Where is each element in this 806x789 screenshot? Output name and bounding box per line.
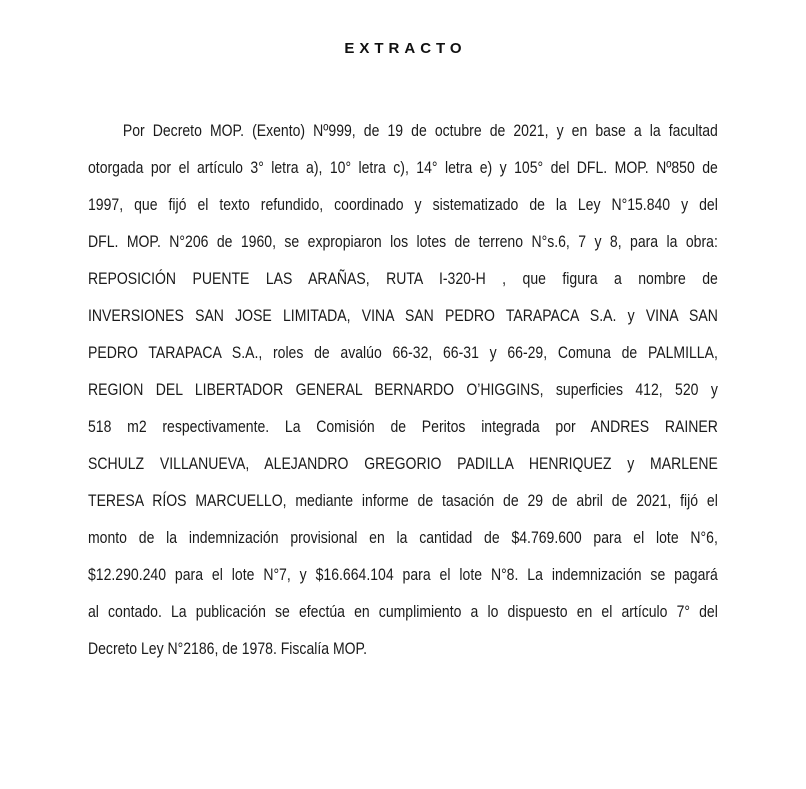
text-line: INVERSIONES SAN JOSE LIMITADA, VINA SAN PEDRO TARAPACA S.A. y VINA SAN — [88, 307, 718, 325]
document-title: EXTRACTO — [344, 40, 467, 57]
text-line: DFL. MOP. N°206 de 1960, se expropiaron los lotes de terreno N°s.6, 7 y 8, para la obra: — [88, 233, 718, 251]
text-line: REGION DEL LIBERTADOR GENERAL BERNARDO O’HIGGINS, superficies 412, 520 y — [88, 381, 718, 399]
text-line: al contado. La publicación se efectúa en cumplimiento a lo dispuesto en el artículo 7° del — [88, 603, 718, 621]
document-paragraph — [88, 113, 718, 668]
text-line: TERESA RÍOS MARCUELLO, mediante informe de tasación de 29 de abril de 2021, fijó el — [88, 492, 718, 510]
text-line: Decreto Ley N°2186, de 1978. Fiscalía MOP. — [88, 640, 367, 658]
text-line: $12.290.240 para el lote N°7, y $16.664.104 para el lote N°8. La indemnización se pagará — [88, 566, 718, 584]
text-line: PEDRO TARAPACA S.A., roles de avalúo 66-32, 66-31 y 66-29, Comuna de PALMILLA, — [88, 344, 718, 362]
text-line: REPOSICIÓN PUENTE LAS ARAÑAS, RUTA I-320-H , que figura a nombre de — [88, 270, 718, 288]
text-line: 518 m2 respectivamente. La Comisión de Peritos integrada por ANDRES RAINER — [88, 418, 718, 436]
text-line: 1997, que fijó el texto refundido, coordinado y sistematizado de la Ley N°15.840 y del — [88, 196, 718, 214]
text-line: monto de la indemnización provisional en la cantidad de $4.769.600 para el lote N°6, — [88, 529, 718, 547]
text-line: Por Decreto MOP. (Exento) Nº999, de 19 de octubre de 2021, y en base a la facultad — [122, 122, 718, 140]
text-line: otorgada por el artículo 3° letra a), 10° letra c), 14° letra e) y 105° del DFL. MOP. Nº850 de — [88, 159, 718, 177]
text-line: SCHULZ VILLANUEVA, ALEJANDRO GREGORIO PADILLA HENRIQUEZ y MARLENE — [88, 455, 718, 473]
